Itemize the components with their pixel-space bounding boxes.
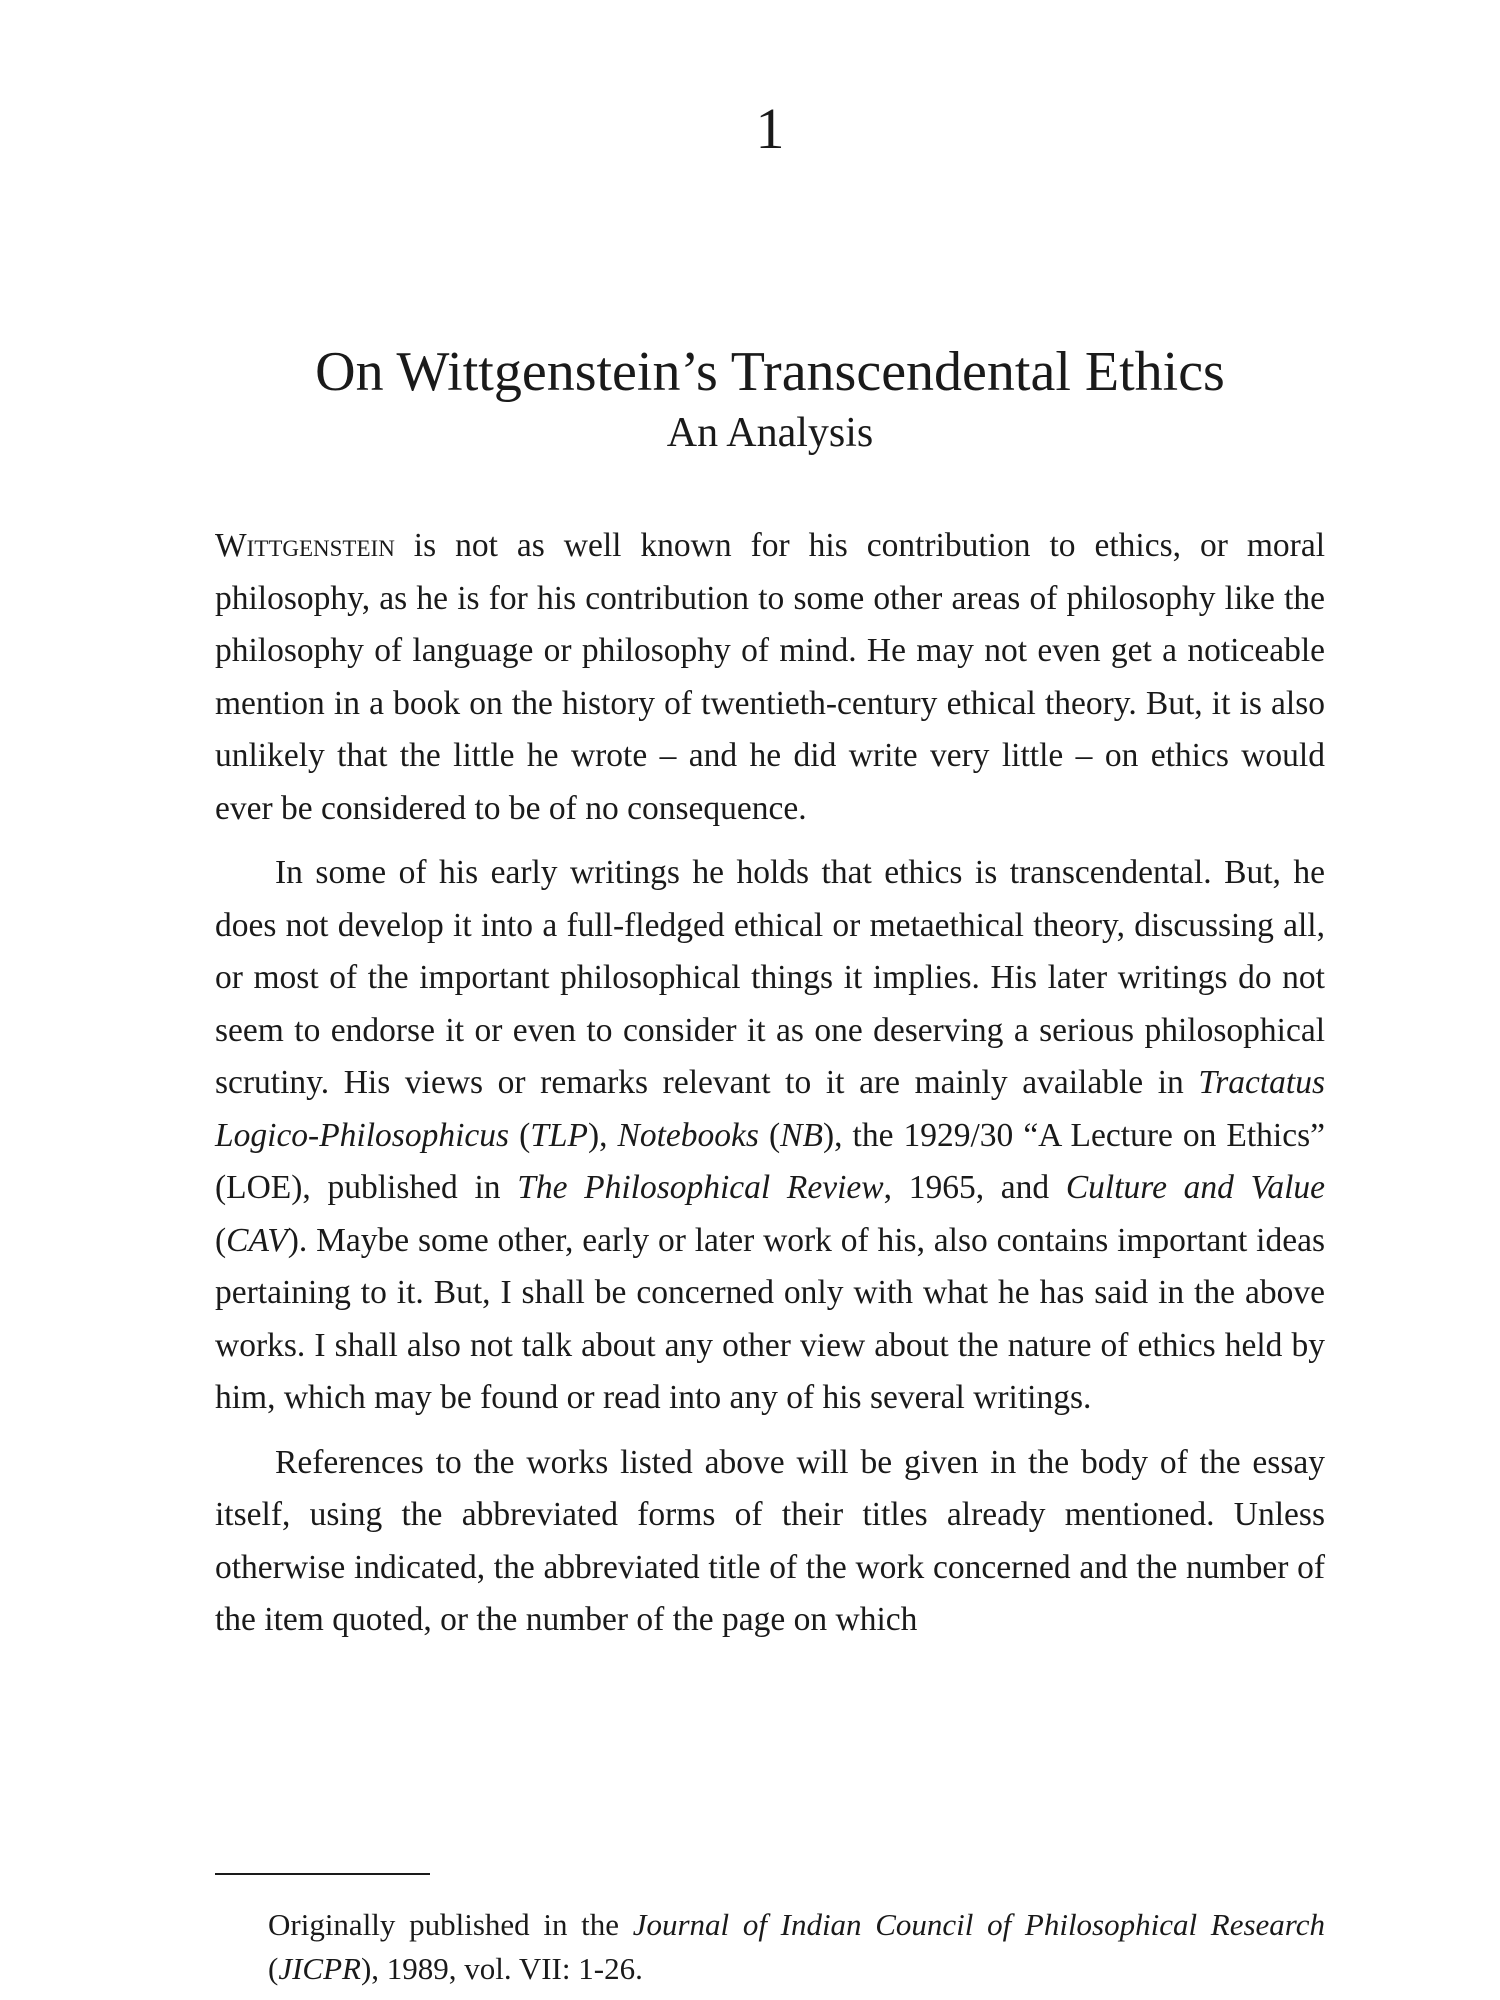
text-run: ( bbox=[509, 1116, 531, 1154]
lead-word: Wittgenstein bbox=[215, 527, 395, 564]
paragraph-3 bbox=[215, 1437, 1325, 1647]
paragraph-1 bbox=[215, 520, 1325, 835]
text-run: ), 1989, vol. VII: 1-26. bbox=[360, 1951, 643, 1986]
text-run: In some of his early writings he holds that ethics is transcendental. But, he does not develop it into a full-fledged ethical or metaethical theory, discussing all, or most of the important philosophical things it implies. His later writings do not seem to endorse it or even to consider it as one deserving a serious philosophical scrutiny. His views or remarks relevant to it are mainly available in bbox=[215, 854, 1325, 1101]
italic-title: Tractatus Logico-Philosophicus bbox=[215, 1064, 1325, 1154]
footnote-divider bbox=[215, 1873, 430, 1875]
chapter-subtitle: An Analysis bbox=[666, 410, 874, 456]
chapter-title: On Wittgenstein’s Transcendental Ethics bbox=[315, 341, 1225, 403]
italic-title: Notebooks bbox=[617, 1116, 759, 1154]
paragraph-2 bbox=[215, 847, 1325, 1425]
italic-abbrev: CAV bbox=[226, 1221, 288, 1259]
text-run: ( bbox=[758, 1116, 781, 1154]
italic-abbrev: JICPR bbox=[278, 1951, 361, 1986]
paragraph-3-text: References to the works listed above will be given in the body of the essay itself, using the abbreviated forms of their titles already mentioned. Unless otherwise indicated, the abbreviated title of the work concerned and the number of the item quoted, or the number of the page on which bbox=[215, 1443, 1325, 1638]
paragraph-1-text: is not as well known for his contribution to ethics, or moral philosophy, as he is for his contribution to some other areas of philosophy like the philosophy of language or philosophy of mind. He may not even get a noticeable mention in a book on the history of twentieth-century ethical theory. But, it is also unlikely that the little he wrote – and he did write very little – on ethics would ever be considered to be of no consequence. bbox=[215, 527, 1325, 827]
text-run: , 1965, and bbox=[883, 1169, 1066, 1206]
italic-title: Journal of Indian Council of Philosophical Research bbox=[632, 1907, 1325, 1942]
text-run: Originally published in the bbox=[268, 1907, 633, 1942]
text-run: ), the 1929/30 “A Lecture on Ethics” (LOE), published in bbox=[215, 1116, 1325, 1206]
text-run: ), bbox=[587, 1116, 618, 1154]
italic-abbrev: NB bbox=[780, 1116, 823, 1154]
footnote bbox=[268, 1903, 1325, 1991]
text-run: ). Maybe some other, early or later work of his, also contains important ideas pertaining to it. But, I shall be concerned only with what he has said in the above works. I shall also not talk about any other view about the nature of ethics held by him, which may be found or read into any of his several writings. bbox=[215, 1221, 1325, 1416]
text-run: ( bbox=[268, 1951, 279, 1986]
body-text bbox=[215, 520, 1325, 1659]
italic-abbrev: TLP bbox=[530, 1116, 588, 1154]
chapter-number: 1 bbox=[755, 96, 785, 161]
footnote-text bbox=[268, 1903, 1325, 1991]
italic-title: The Philosophical Review bbox=[517, 1169, 884, 1206]
italic-title: Culture and Value bbox=[1065, 1169, 1325, 1206]
text-run: ( bbox=[215, 1221, 227, 1259]
